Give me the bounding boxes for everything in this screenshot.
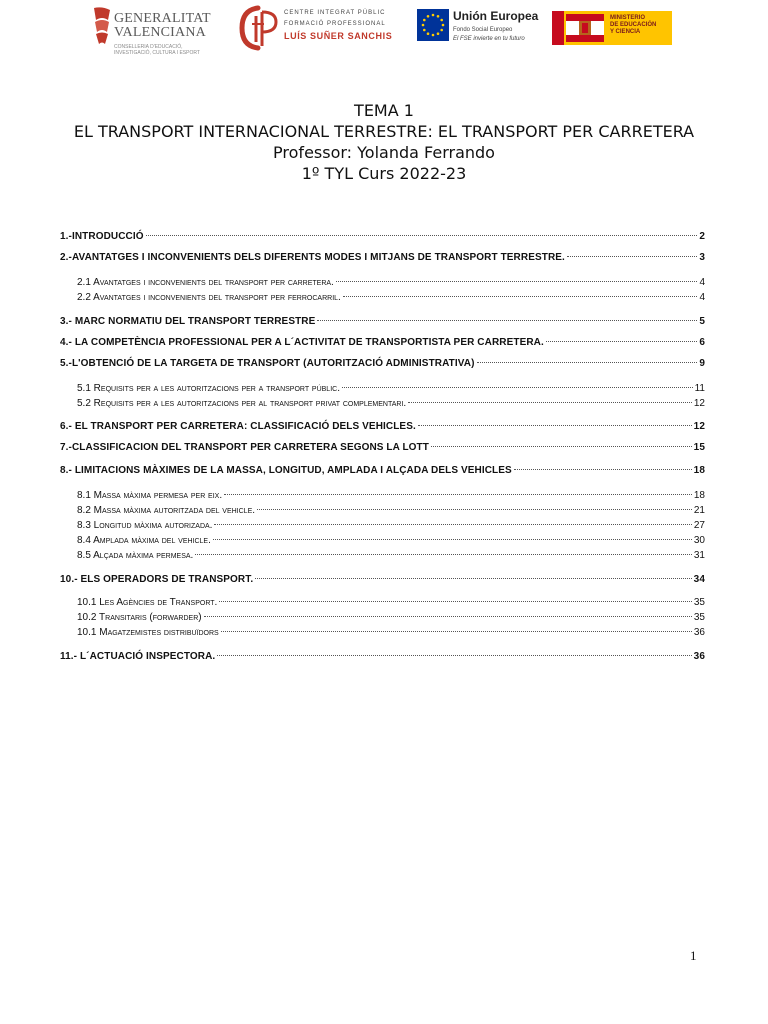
toc-entry-page: 3 [699,252,705,263]
toc-entry[interactable] [77,535,705,546]
toc-dot-leader [257,509,692,510]
ministry-name: MINISTERIO DE EDUCACIÓN Y CIENCIA [610,15,657,35]
cipfp-mark-icon [238,2,280,54]
toc-entry-page: 2 [699,231,705,242]
toc-dot-leader [431,446,692,447]
toc-entry-title: 5.2 Requisits per a les autoritzacions per al transport privat complementari. [77,398,407,409]
toc-entry-title: 8.1 Massa màxima permesa per eix. [77,490,223,501]
toc-dot-leader [418,425,692,426]
toc-entry[interactable] [60,442,705,453]
toc-entry-title: 5.-L'OBTENCIÓ DE LA TARGETA DE TRANSPORT (AUTORITZACIÓ ADMINISTRATIVA) [60,358,475,369]
toc-entry-title: 10.2 Transitaris (forwarder) [77,612,202,623]
toc-entry-title: 8.4 Amplada màxima del vehicle. [77,535,211,546]
toc-entry-title: 5.1 Requisits per a les autoritzacions per a transport públic. [77,383,340,394]
toc-dot-leader [317,320,697,321]
toc-dot-leader [408,402,692,403]
cipfp-line2: FORMACIÓ PROFESSIONAL [284,21,386,27]
toc-dot-leader [224,494,692,495]
toc-entry-title: 7.-CLASSIFICACION DEL TRANSPORT PER CARRETERA SEGONS LA LOTT [60,442,429,453]
toc-entry[interactable] [60,337,705,348]
union-europea-logo [417,9,547,45]
toc-entry[interactable] [77,383,705,394]
gva-emblem-icon [92,6,112,46]
toc-entry[interactable] [77,612,705,623]
toc-entry[interactable] [60,465,705,476]
toc-entry-page: 27 [693,520,705,531]
toc-entry[interactable] [60,358,705,369]
toc-entry-title: 8.- LIMITACIONS MÀXIMES DE LA MASSA, LONGITUD, AMPLADA I ALÇADA DELS VEHICLES [60,465,512,476]
toc-entry-page: 15 [693,442,705,453]
topic-title: EL TRANSPORT INTERNACIONAL TERRESTRE: EL TRANSPORT PER CARRETERA [73,122,695,141]
toc-entry[interactable] [60,574,705,585]
toc-entry-title: 2.1 Avantatges i inconvenients del transport per carretera. [77,277,334,288]
toc-dot-leader [514,469,692,470]
toc-entry-title: 8.2 Massa màxima autoritzada del vehicle. [77,505,256,516]
toc-entry-title: 10.1 Les Agències de Transport. [77,597,218,608]
cipfp-line3: LUÍS SUÑER SANCHIS [284,31,393,41]
cipfp-line1: CENTRE INTEGRAT PÚBLIC [284,10,386,16]
toc-dot-leader [219,601,692,602]
toc-entry-title: 3.- MARC NORMATIU DEL TRANSPORT TERRESTRE [60,316,316,327]
logo-strip [0,0,768,70]
cipfp-logo [238,2,393,56]
toc-entry-page: 4 [699,277,705,288]
toc-dot-leader [217,655,691,656]
toc-dot-leader [204,616,692,617]
page-number: 1 [690,948,697,963]
toc-entry-page: 35 [693,612,705,623]
toc-entry-title: 6.- EL TRANSPORT PER CARRETERA: CLASSIFICACIÓ DELS VEHICLES. [60,421,416,432]
toc-entry-page: 36 [693,627,705,638]
toc-entry[interactable] [60,651,705,662]
topic-number: TEMA 1 [354,101,414,120]
toc-dot-leader [336,281,698,282]
eu-subtitle: Fondo Social Europeo [453,27,513,33]
gva-name [114,12,211,40]
toc-entry-title: 4.- LA COMPETÈNCIA PROFESSIONAL PER A L´ACTIVITAT DE TRANSPORTISTA PER CARRETERA. [60,337,544,348]
toc-entry-page: 4 [699,292,705,303]
toc-dot-leader [567,256,697,257]
ministerio-educacion-logo [552,11,672,45]
toc-entry[interactable] [60,316,705,327]
toc-entry[interactable] [77,627,705,638]
toc-entry[interactable] [60,421,705,432]
toc-entry[interactable] [77,292,705,303]
toc-entry[interactable] [77,550,705,561]
toc-dot-leader [546,341,697,342]
toc-entry-page: 9 [699,358,705,369]
toc-entry[interactable] [77,520,705,531]
toc-dot-leader [195,554,692,555]
toc-entry-title: 8.3 Longitud màxima autorizada. [77,520,213,531]
toc-entry[interactable] [77,597,705,608]
toc-entry-page: 35 [693,597,705,608]
gva-department [114,44,200,56]
toc-entry-page: 6 [699,337,705,348]
gva-sub-line2: INVESTIGACIÓ, CULTURA I ESPORT [114,50,200,56]
toc-entry-page: 30 [693,535,705,546]
toc-entry-page: 18 [693,465,705,476]
toc-entry-title: 10.1 Magatzemistes distribuïdors [77,627,219,638]
eu-slogan: El FSE invierte en tu futuro [453,36,525,42]
eu-flag-icon [417,9,449,41]
toc-entry-page: 5 [699,316,705,327]
toc-dot-leader [214,524,691,525]
toc-entry-title: 2.2 Avantatges i inconvenients del transport per ferrocarril. [77,292,341,303]
toc-entry[interactable] [77,398,705,409]
toc-entry[interactable] [77,490,705,501]
gva-name-line1: GENERALITAT [114,11,211,26]
toc-entry-page: 11 [694,383,705,394]
toc-entry-title: 11.- L´ACTUACIÓ INSPECTORA. [60,651,216,662]
teacher-name: Professor: Yolanda Ferrando [273,143,495,162]
toc-entry[interactable] [77,505,705,516]
toc-entry[interactable] [60,252,705,263]
toc-entry-title: 1.-INTRODUCCIÓ [60,231,144,242]
toc-dot-leader [221,631,692,632]
toc-entry-page: 36 [693,651,705,662]
toc-dot-leader [146,235,698,236]
toc-entry[interactable] [60,231,705,242]
toc-entry-page: 31 [693,550,705,561]
toc-entry-title: 8.5 Alçada màxima permesa. [77,550,194,561]
toc-dot-leader [343,296,698,297]
toc-entry-title: 10.- ELS OPERADORS DE TRANSPORT. [60,574,254,585]
toc-dot-leader [213,539,692,540]
gva-name-line2: VALENCIANA [114,25,206,40]
toc-dot-leader [342,387,693,388]
toc-entry-page: 12 [693,421,705,432]
gva-sub-line1: CONSELLERIA D'EDUCACIÓ, [114,44,183,50]
document-heading [0,100,768,184]
toc-entry-page: 34 [693,574,705,585]
generalitat-valenciana-logo [92,6,212,62]
toc-entry-title: 2.-AVANTATGES I INCONVENIENTS DELS DIFERENTS MODES I MITJANS DE TRANSPORT TERRESTRE. [60,252,565,263]
toc-entry-page: 12 [693,398,705,409]
toc-entry-page: 18 [693,490,705,501]
toc-entry-page: 21 [693,505,705,516]
eu-title: Unión Europea [453,9,539,23]
toc-dot-leader [477,362,698,363]
toc-entry[interactable] [77,277,705,288]
toc-dot-leader [255,578,691,579]
course-year: 1º TYL Curs 2022-23 [301,164,467,183]
